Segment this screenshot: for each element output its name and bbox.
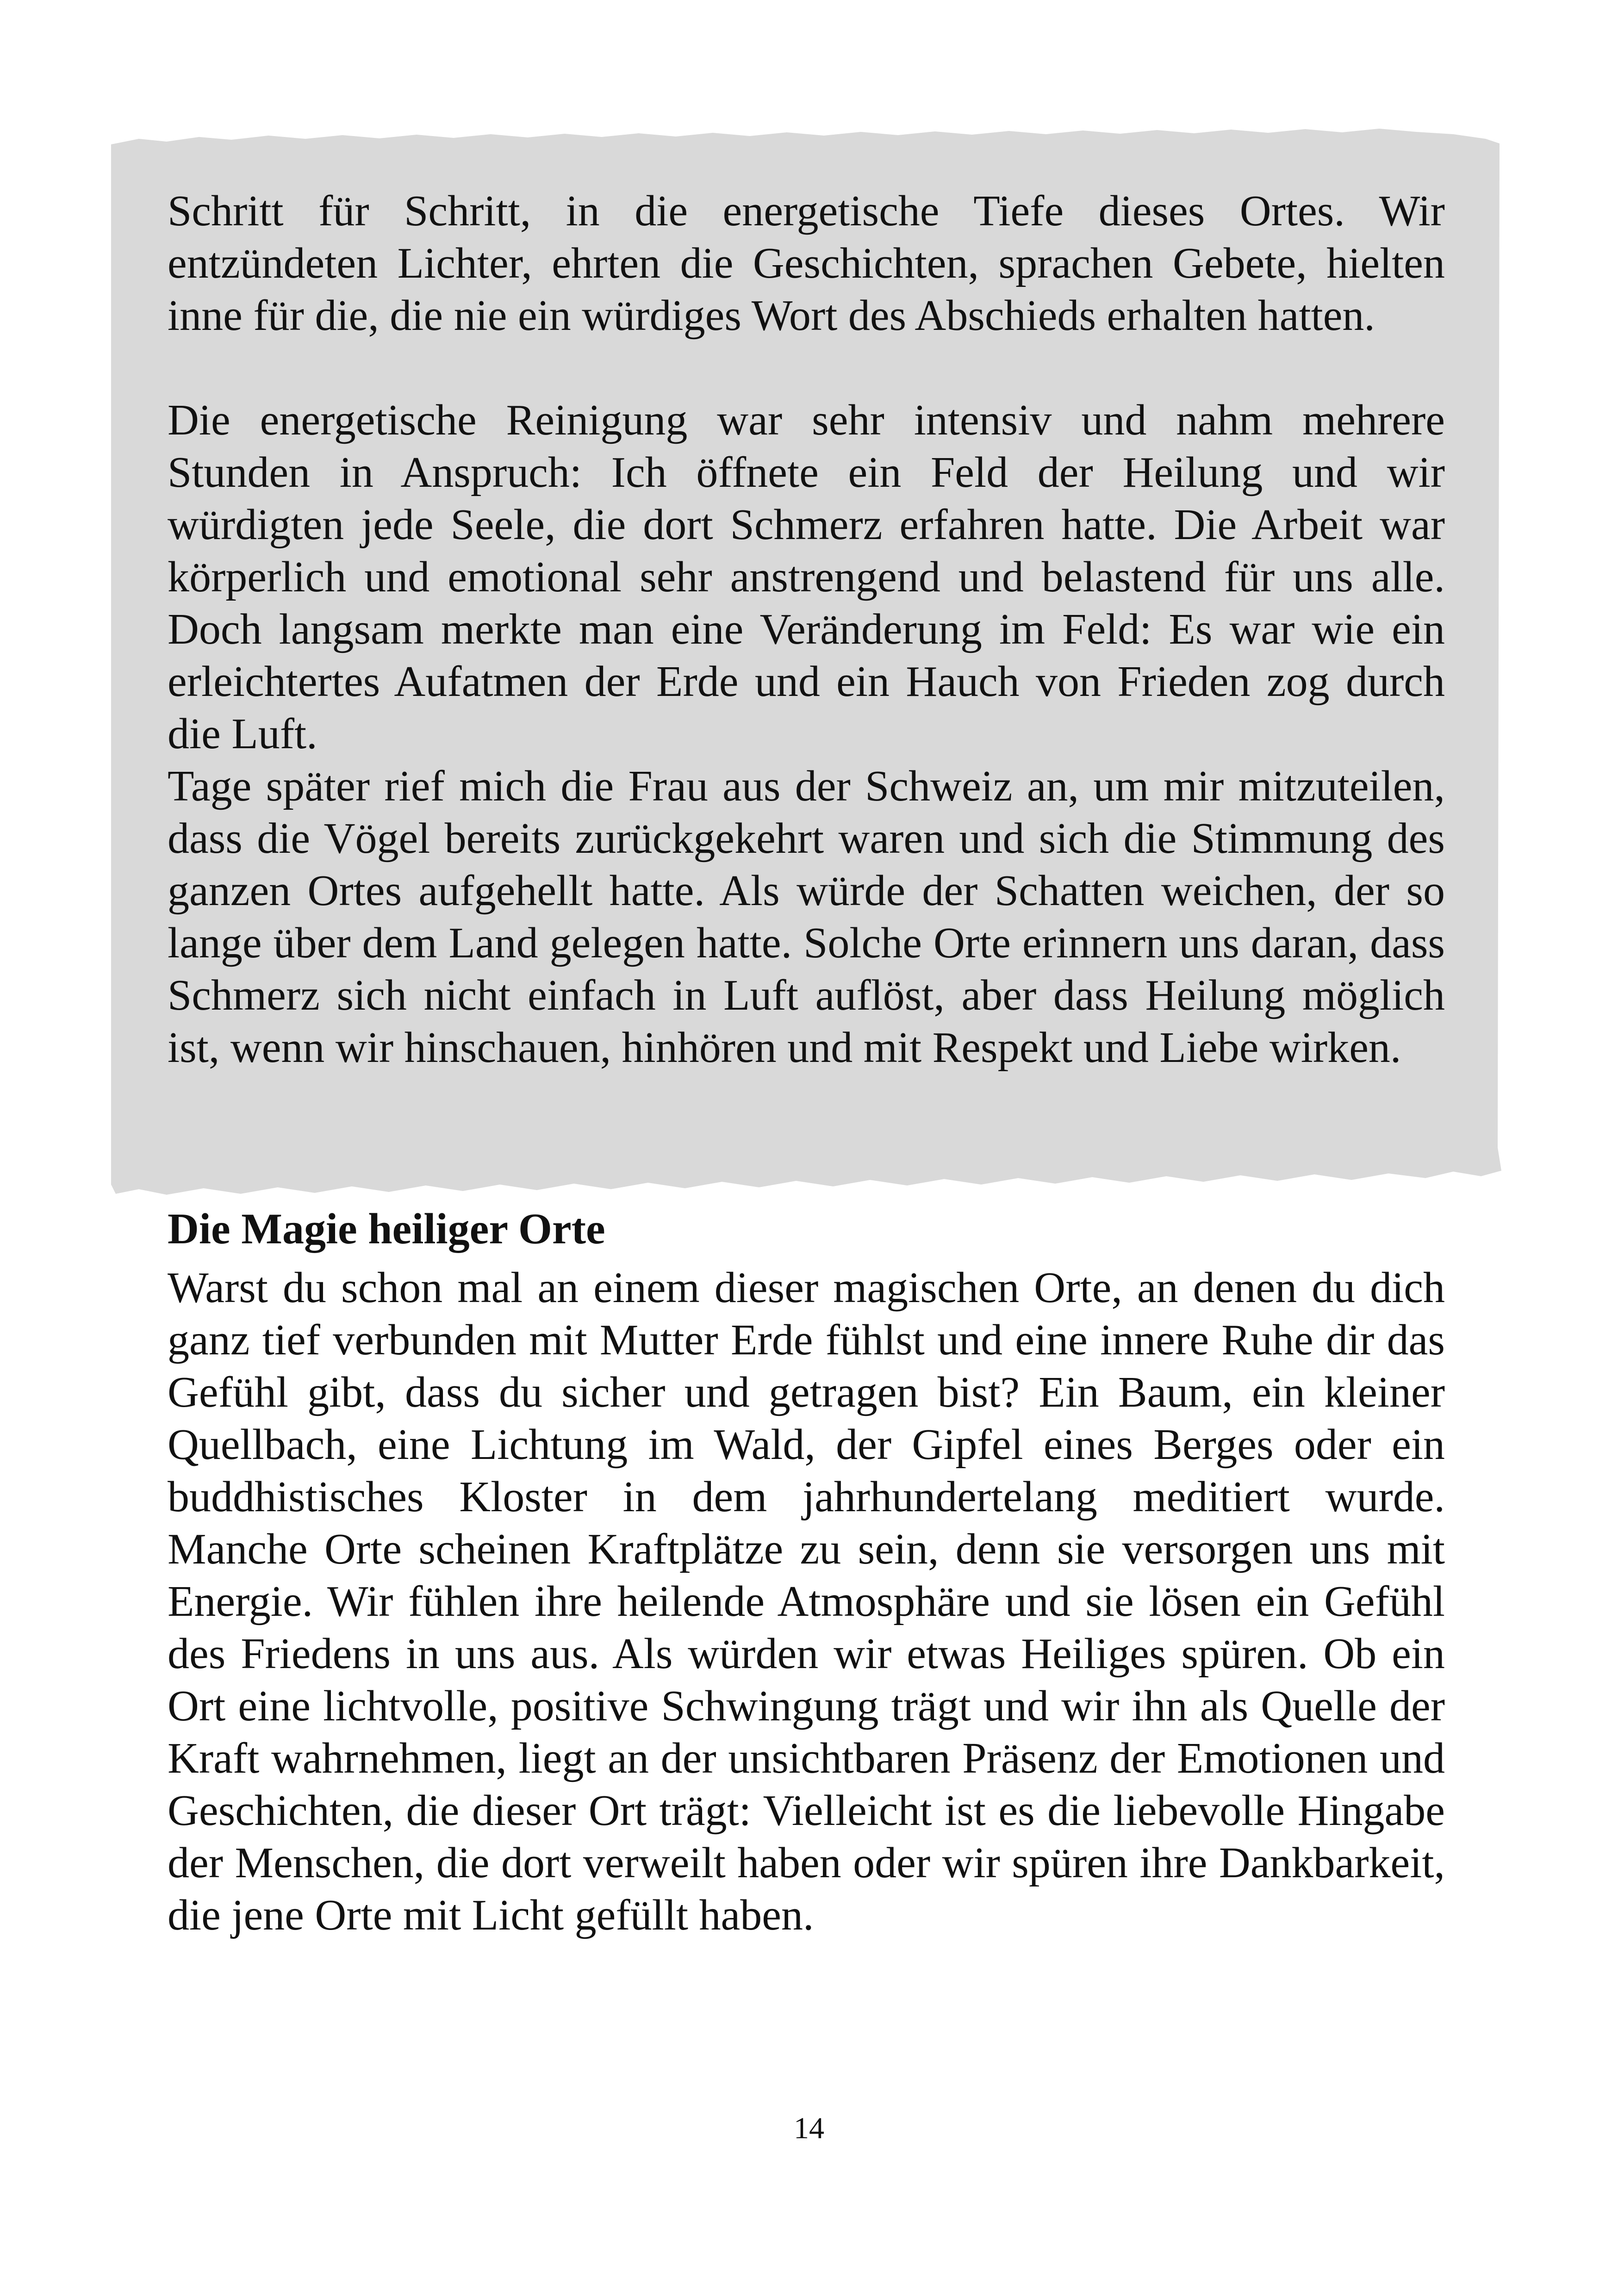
box-paragraph: Die energetische Reinigung war sehr intensiv und nahm mehrere Stunden in Anspruch: Ich öffnete ein Feld der Heilung und wir würdigten jede Seele, die dort Schmerz erfahren hatte. Die Arbeit war körperlich und emotional sehr anstrengend und belastend für uns alle. Doch langsam merkte man eine Veränderung im Feld: Es war wie ein erleichtertes Aufatmen der Erde und ein Hauch von Frieden zog durch die Luft.	[168, 396, 1445, 758]
box-paragraph: Schritt für Schritt, in die energetische Tiefe dieses Ortes. Wir entzündeten Lichter, ehrten die Geschichten, sprachen Gebete, hielten inne für die, die nie ein würdiges Wort des Abschieds erhalten hatten.	[168, 187, 1445, 340]
page-number: 14	[794, 2111, 824, 2145]
gray-box-text	[168, 185, 1445, 1074]
box-paragraph: Tage später rief mich die Frau aus der Schweiz an, um mir mitzuteilen, dass die Vögel bereits zurückgekehrt waren und sich die Stimmung des ganzen Ortes aufgehellt hatte. Als würde der Schatten weichen, der so lange über dem Land gelegen hatte. Solche Orte erinnern uns daran, dass Schmerz sich nicht einfach in Luft auflöst, aber dass Heilung möglich ist, wenn wir hinschauen, hinhören und mit Respekt und Liebe wirken.	[168, 762, 1445, 1072]
section-body	[168, 1262, 1445, 1942]
section-heading: Die Magie heiliger Orte	[168, 1205, 605, 1253]
body-paragraph: Warst du schon mal an einem dieser magischen Orte, an denen du dich ganz tief verbunden mit Mutter Erde fühlst und eine innere Ruhe dir das Gefühl gibt, dass du sicher und getragen bist? Ein Baum, ein kleiner Quellbach, eine Lichtung im Wald, der Gipfel eines Berges oder ein buddhistisches Kloster in dem jahrhundertelang meditiert wurde. Manche Orte scheinen Kraftplätze zu sein, denn sie versorgen uns mit Energie. Wir fühlen ihre heilende Atmosphäre und sie lösen ein Gefühl des Friedens in uns aus. Als würden wir etwas Heiliges spüren. Ob ein Ort eine lichtvolle, positive Schwingung trägt und wir ihn als Quelle der Kraft wahrnehmen, liegt an der unsichtbaren Präsenz der Emotionen und Geschichten, die dieser Ort trägt: Vielleicht ist es die liebevolle Hingabe der Menschen, die dort verweilt haben oder wir spüren ihre Dankbarkeit, die jene Orte mit Licht gefüllt haben.	[168, 1264, 1445, 1939]
